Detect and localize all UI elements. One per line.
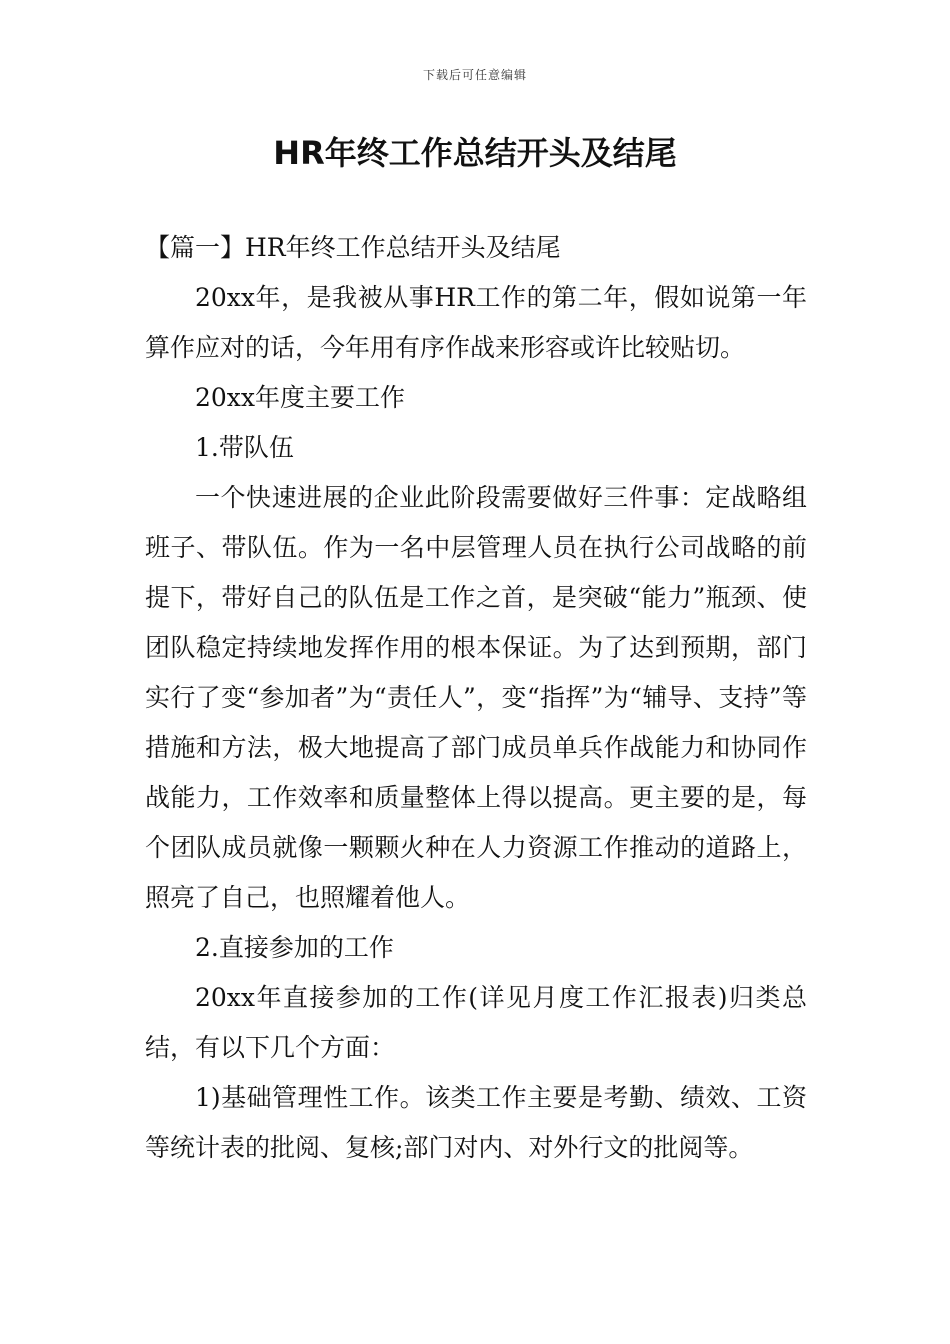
document-body: [145, 223, 807, 1173]
subheading-direct-work: 2.直接参加的工作: [195, 933, 394, 962]
section-heading: 【篇一】HR年终工作总结开头及结尾: [145, 233, 561, 262]
subheading-lead-team: 1.带队伍: [195, 433, 294, 462]
basic-management-paragraph: 1)基础管理性工作。该类工作主要是考勤、绩效、工资等统计表的批阅、复核;部门对内、对外行文的批阅等。: [145, 1083, 807, 1162]
document-title: HR年终工作总结开头及结尾: [273, 134, 677, 172]
intro-paragraph: 20xx年，是我被从事HR工作的第二年，假如说第一年算作应对的话，今年用有序作战来形容或许比较贴切。: [145, 283, 807, 362]
header-note: 下载后可任意编辑: [422, 68, 527, 82]
direct-work-paragraph: 20xx年直接参加的工作(详见月度工作汇报表)归类总结，有以下几个方面：: [145, 983, 807, 1062]
team-paragraph: 一个快速进展的企业此阶段需要做好三件事：定战略组班子、带队伍。作为一名中层管理人员在执行公司战略的前提下，带好自己的队伍是工作之首，是突破“能力”瓶颈、使团队稳定持续地发挥作用的根本保证。为了达到预期，部门实行了变“参加者”为“责任人”，变“指挥”为“辅导、支持”等措施和方法，极大地提高了部门成员单兵作战能力和协同作战能力，工作效率和质量整体上得以提高。更主要的是，每个团队成员就像一颗颗火种在人力资源工作推动的道路上，照亮了自己，也照耀着他人。: [145, 483, 807, 912]
subheading-main-work: 20xx年度主要工作: [195, 383, 406, 412]
